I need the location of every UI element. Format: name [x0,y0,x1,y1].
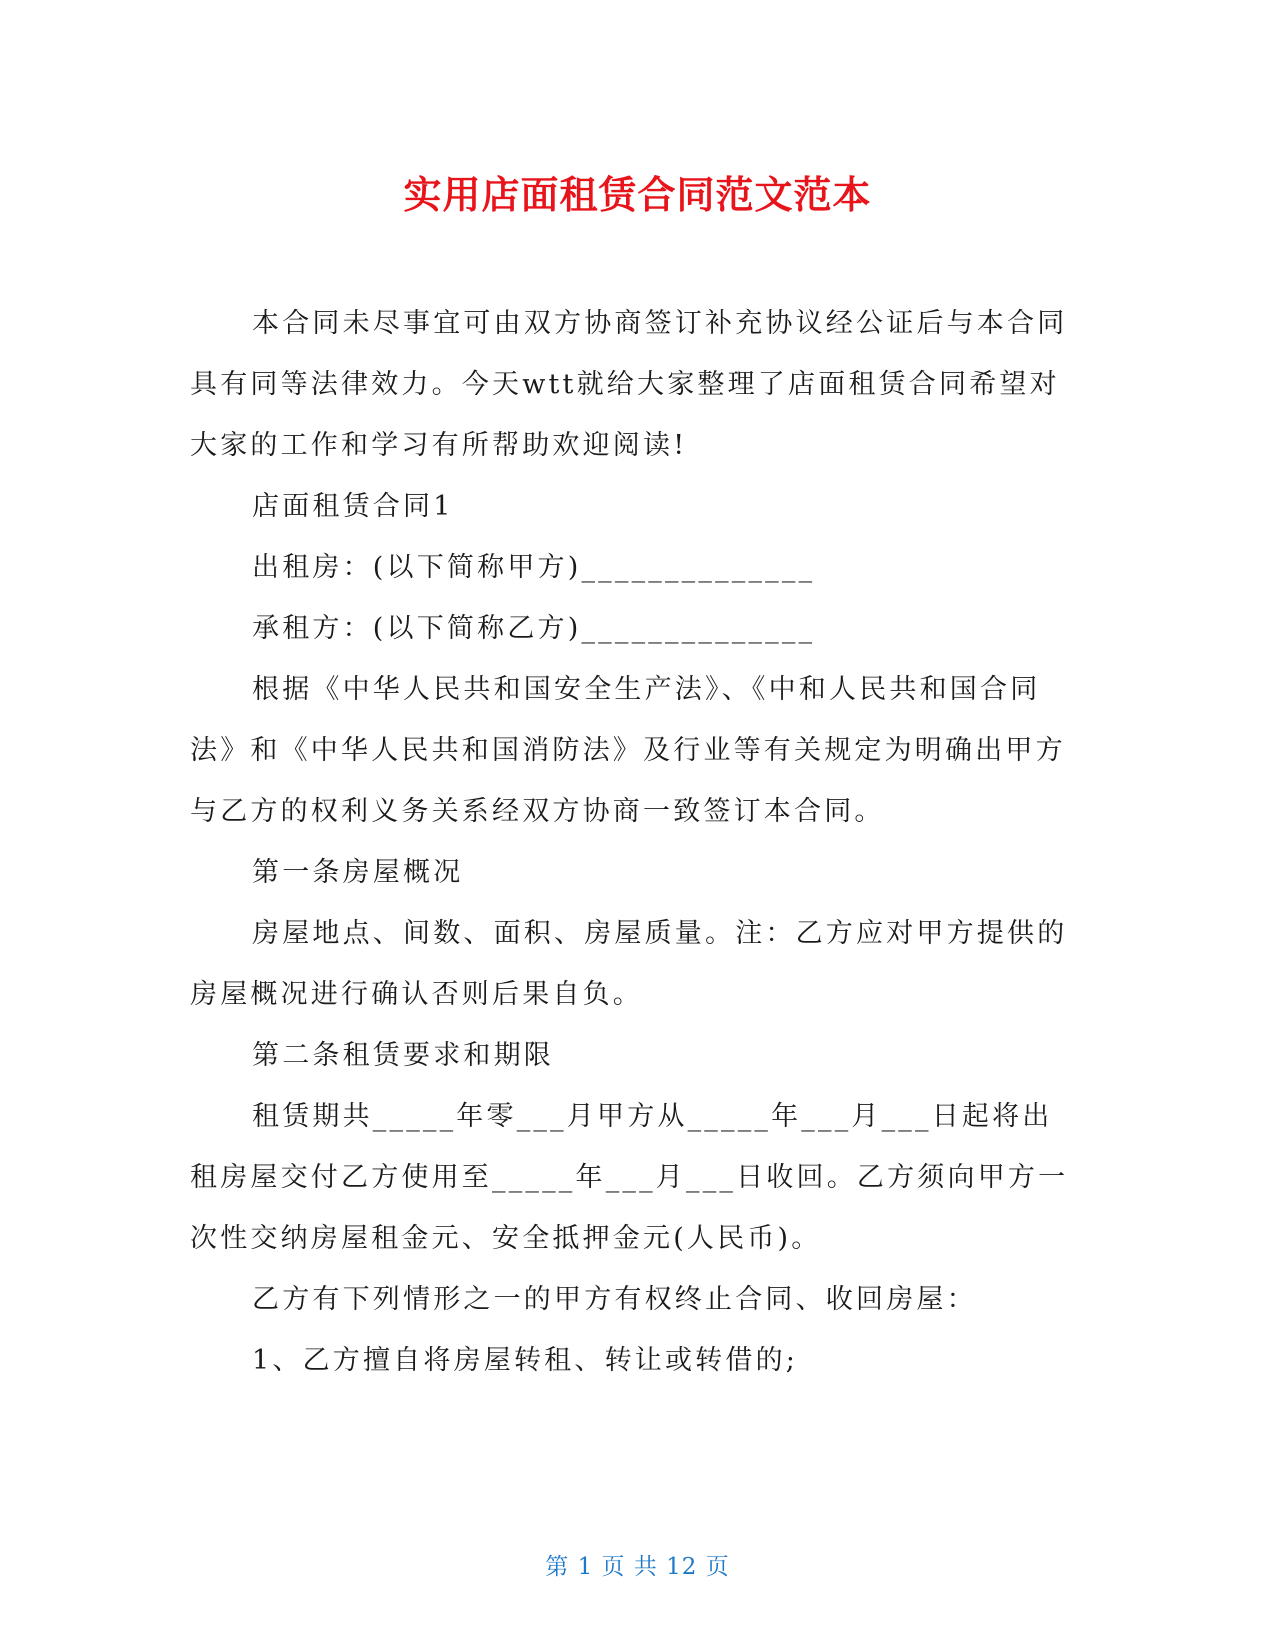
paragraph-intro: 本合同未尽事宜可由双方协商签订补充协议经公证后与本合同具有同等法律效力。今天wtt就给大家整理了店面租赁合同希望对大家的工作和学习有所帮助欢迎阅读! [190,308,1068,461]
paragraph-article-2-body: 租赁期共_____年零___月甲方从_____年___月___日起将出租房屋交付乙方使用至_____年___月___日收回。乙方须向甲方一次性交纳房屋租金元、安全抵押金元(人民币)。 [190,1101,1069,1254]
page-number-footer: 第 1 页 共 12 页 [545,1554,730,1580]
paragraph-contract-heading: 店面租赁合同1 [252,491,454,522]
paragraph-termination-item-1: 1、乙方擅自将房屋转租、转让或转借的; [252,1345,799,1376]
paragraph-article-1-body: 房屋地点、间数、面积、房屋质量。注：乙方应对甲方提供的房屋概况进行确认否则后果自负。 [190,918,1068,1010]
document-title: 实用店面租赁合同范文范本 [403,173,872,217]
paragraph-termination-intro: 乙方有下列情形之一的甲方有权终止合同、收回房屋： [252,1284,977,1315]
paragraph-lessee: 承租方：(以下简称乙方)______________ [252,613,816,644]
paragraph-legal-basis: 根据《中华人民共和国安全生产法》、《中和人民共和国合同法》和《中华人民共和国消防法》及行业等有关规定为明确出甲方与乙方的权利义务关系经双方协商一致签订本合同。 [190,674,1066,827]
document-body [190,293,1080,1391]
paragraph-article-2-heading: 第二条租赁要求和期限 [252,1040,554,1071]
paragraph-lessor: 出租房：(以下简称甲方)______________ [252,552,816,583]
paragraph-article-1-heading: 第一条房屋概况 [252,857,464,888]
